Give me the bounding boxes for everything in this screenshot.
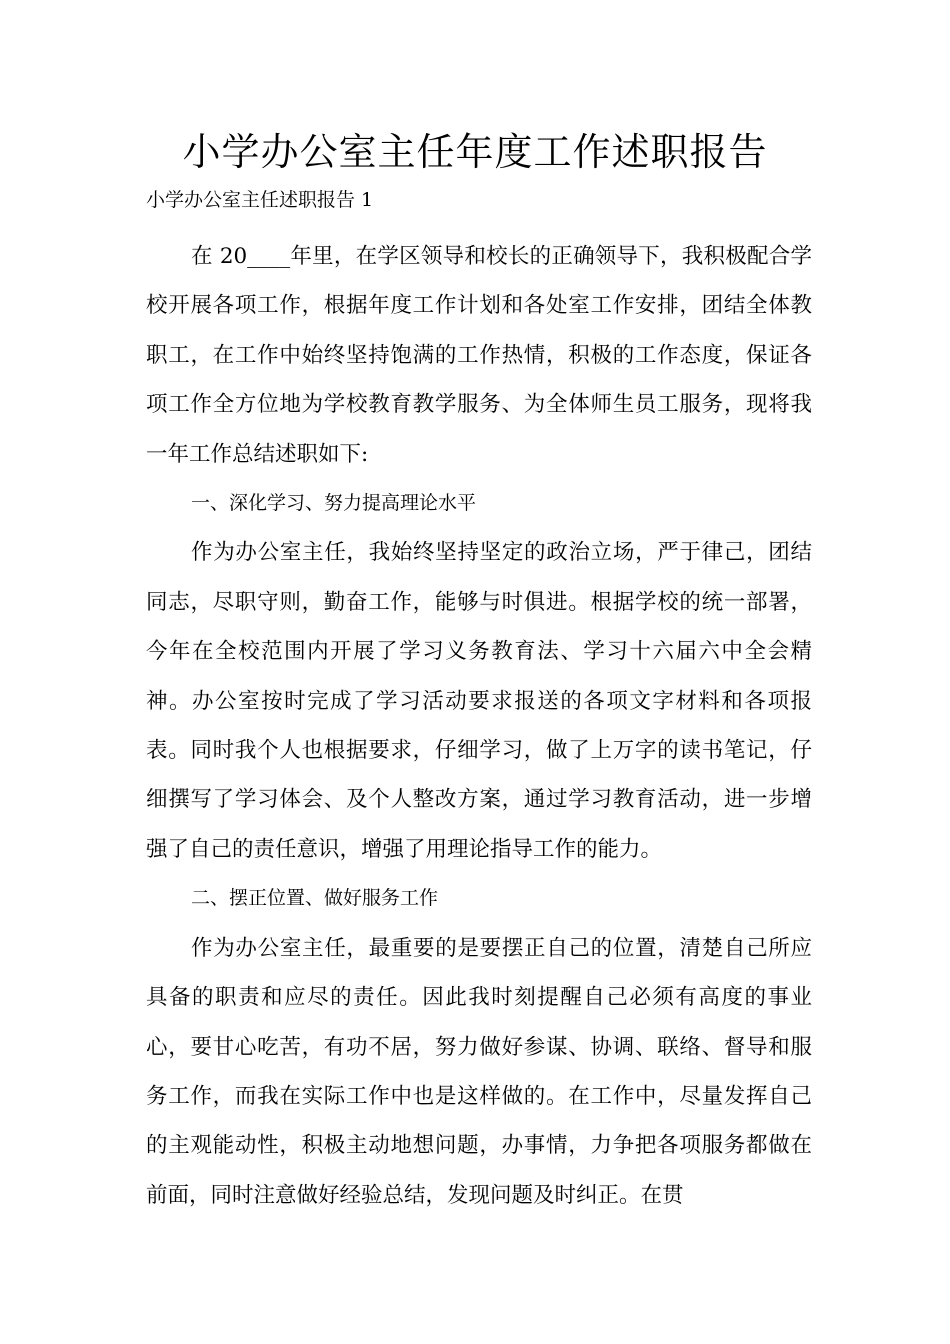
document-title: 小学办公室主任年度工作述职报告 xyxy=(182,130,768,174)
document-subtitle: 小学办公室主任述职报告 1 xyxy=(146,189,374,211)
document-body xyxy=(146,232,812,1220)
paragraph: 在 20____年里，在学区领导和校长的正确领导下，我积极配合学校开展各项工作，根据年度工作计划和各处室工作安排，团结全体教职工，在工作中始终坚持饱满的工作热情，积极的工作态度，保证各项工作全方位地为学校教育教学服务、为全体师生员工服务，现将我一年工作总结述职如下: xyxy=(146,244,812,467)
section-heading: 一、深化学习、努力提高理论水平 xyxy=(191,492,477,515)
paragraph: 作为办公室主任，我始终坚持坚定的政治立场，严于律己，团结同志，尽职守则，勤奋工作，能够与时俱进。根据学校的统一部署，今年在全校范围内开展了学习义务教育法、学习十六届六中全会精神。办公室按时完成了学习活动要求报送的各项文字材料和各项报表。同时我个人也根据要求，仔细学习，做了上万字的读书笔记，仔细撰写了学习体会、及个人整改方案，通过学习教育活动，进一步增强了自己的责任意识，增强了用理论指导工作的能力。 xyxy=(146,540,812,862)
paragraph: 作为办公室主任，最重要的是要摆正自己的位置，清楚自己所应具备的职责和应尽的责任。因此我时刻提醒自己必须有高度的事业心，要甘心吃苦，有功不居，努力做好参谋、协调、联络、督导和服务工作，而我在实际工作中也是这样做的。在工作中，尽量发挥自己的主观能动性，积极主动地想问题，办事情，力争把各项服务都做在前面，同时注意做好经验总结，发现问题及时纠正。在贯 xyxy=(146,935,812,1208)
section-heading: 二、摆正位置、做好服务工作 xyxy=(191,887,439,910)
